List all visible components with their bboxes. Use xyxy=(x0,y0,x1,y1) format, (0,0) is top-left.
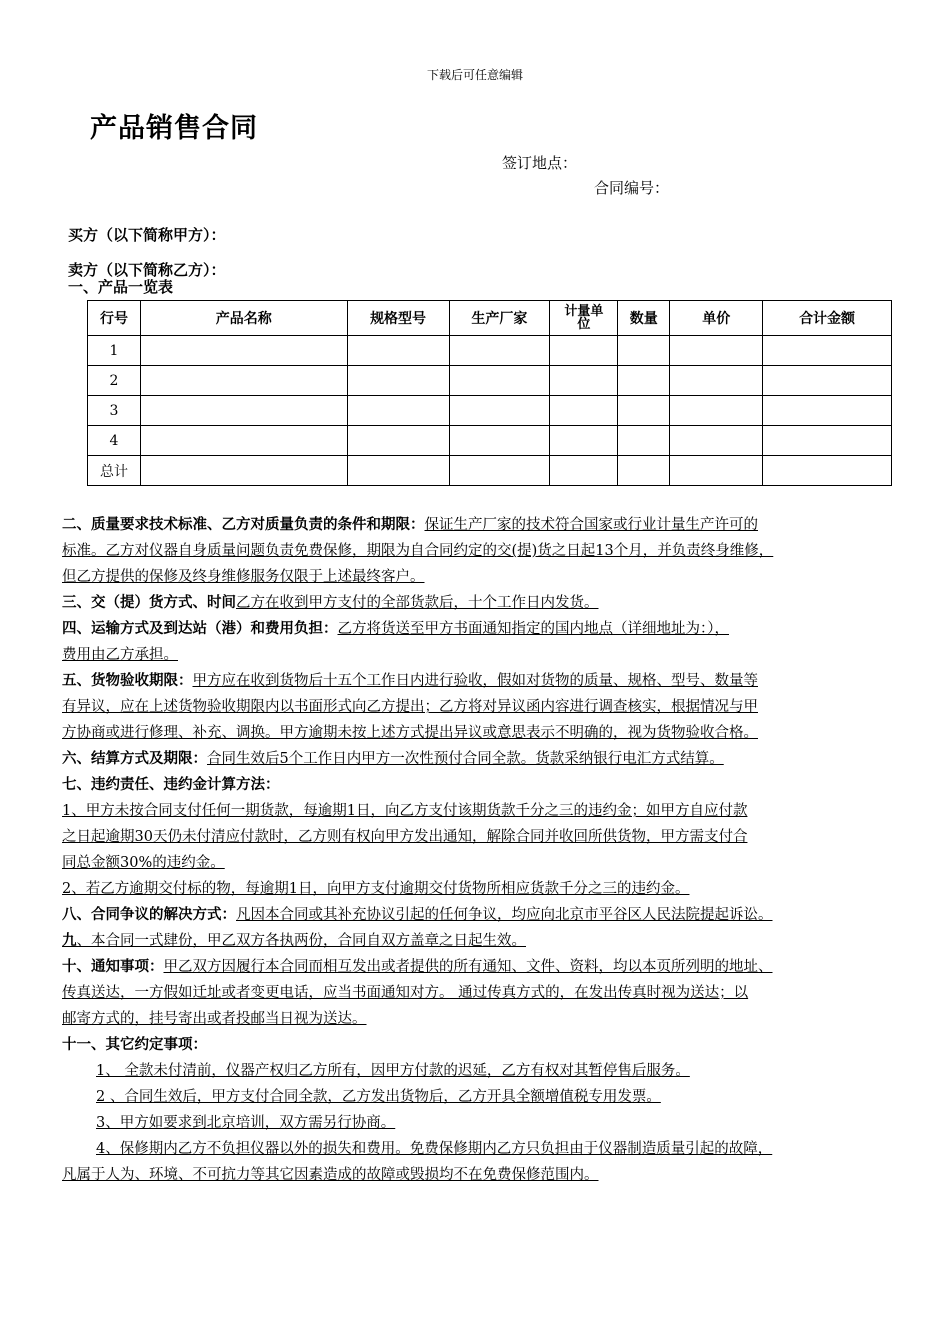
cell-unit-price[interactable] xyxy=(670,336,763,366)
col-header-product-name: 产品名称 xyxy=(140,301,347,336)
cell-product-name[interactable] xyxy=(140,456,347,486)
clause-10-text: 甲乙双方因履行本合同而相互发出或者提供的所有通知、文件、资料，均以本页所列明的地址、 xyxy=(163,959,773,975)
cell-unit-price[interactable] xyxy=(670,396,763,426)
clause-8-heading: 八、合同争议的解决方式： xyxy=(62,907,236,923)
table-header-row xyxy=(88,301,892,336)
clause-4-text: 乙方将货送至甲方书面通知指定的国内地点（详细地址为：）， xyxy=(337,621,729,637)
clause-6-heading: 六、结算方式及期限： xyxy=(62,751,207,767)
clause-7-1-text: 之日起逾期30天仍未付清应付款时，乙方则有权向甲方发出通知，解除合同并收回所供货物，甲方需支付合 xyxy=(62,829,748,845)
clause-8-line xyxy=(62,902,894,928)
cell-total[interactable] xyxy=(763,396,892,426)
cell-unit-price[interactable] xyxy=(670,426,763,456)
row-number: 4 xyxy=(88,426,141,456)
col-header-unit-text: 计量单位 xyxy=(564,304,604,332)
clause-3-heading: 三、交（提）货方式、时间 xyxy=(62,595,236,611)
cell-unit[interactable] xyxy=(550,366,618,396)
cell-total[interactable] xyxy=(763,336,892,366)
section-product-list-title: 一、产品一览表 xyxy=(68,278,174,296)
col-header-quantity: 数量 xyxy=(618,301,670,336)
clause-8-text: 凡因本合同或其补充协议引起的任何争议，均应向北京市平谷区人民法院提起诉讼。 xyxy=(236,907,773,923)
clause-10-text: 邮寄方式的，挂号寄出或者投邮当日视为送达。 xyxy=(62,1011,367,1027)
cell-manufacturer[interactable] xyxy=(449,456,550,486)
clause-4-text: 费用由乙方承担。 xyxy=(62,647,178,663)
clause-5-text: 有异议，应在上述货物验收期限内以书面形式向乙方提出；乙方将对异议函内容进行调查核实，根据情况与甲 xyxy=(62,699,758,715)
header-note: 下载后可任意编辑 xyxy=(426,68,523,82)
cell-quantity[interactable] xyxy=(618,336,670,366)
clause-5-heading: 五、货物验收期限： xyxy=(62,673,193,689)
clause-2-text: 标准。乙方对仪器自身质量问题负责免费保修，期限为自合同约定的交(提)货之日起13个月，并负责终身维修， xyxy=(62,543,774,559)
clause-7-1-text: 1、甲方未按合同支付任何一期货款，每逾期1日，向乙方支付该期货款千分之三的违约金；如甲方自应付款 xyxy=(62,803,748,819)
col-header-row-no: 行号 xyxy=(88,301,141,336)
contract-clauses xyxy=(62,512,894,1188)
clause-7-heading: 七、违约责任、违约金计算方法： xyxy=(62,777,280,793)
col-header-total-amount: 合计金额 xyxy=(763,301,892,336)
clause-2-text: 但乙方提供的保修及终身维修服务仅限于上述最终客户。 xyxy=(62,569,425,585)
cell-total[interactable] xyxy=(763,426,892,456)
clause-7-1-text: 同总金额30%的违约金。 xyxy=(62,855,225,871)
cell-unit[interactable] xyxy=(550,426,618,456)
cell-unit[interactable] xyxy=(550,456,618,486)
cell-spec[interactable] xyxy=(347,456,449,486)
cell-manufacturer[interactable] xyxy=(449,336,550,366)
clause-11-2-text: 2 、合同生效后，甲方支付合同全款，乙方发出货物后，乙方开具全额增值税专用发票。 xyxy=(96,1089,661,1105)
clause-11-3-text: 3、甲方如要求到北京培训，双方需另行协商。 xyxy=(96,1115,396,1131)
clause-5-line xyxy=(62,668,894,694)
col-header-spec-model: 规格型号 xyxy=(347,301,449,336)
col-header-unit xyxy=(550,301,618,336)
clause-3-line xyxy=(62,590,894,616)
clause-2-text: 保证生产厂家的技术符合国家或行业计量生产许可的 xyxy=(424,517,758,533)
row-number: 1 xyxy=(88,336,141,366)
cell-spec[interactable] xyxy=(347,366,449,396)
clause-5-text: 甲方应在收到货物后十五个工作日内进行验收，假如对货物的质量、规格、型号、数量等 xyxy=(192,673,758,689)
cell-product-name[interactable] xyxy=(140,396,347,426)
clause-11-4-text: 4、保修期内乙方不负担仪器以外的损失和费用。免费保修期内乙方只负担由于仪器制造质量引起的故障， xyxy=(96,1141,773,1157)
table-row xyxy=(88,426,892,456)
cell-spec[interactable] xyxy=(347,396,449,426)
cell-manufacturer[interactable] xyxy=(449,396,550,426)
cell-total[interactable] xyxy=(763,366,892,396)
cell-unit-price[interactable] xyxy=(670,366,763,396)
clause-10-text: 传真送达，一方假如迁址或者变更电话，应当书面通知对方。 通过传真方式的，在发出传真时视为送达；以 xyxy=(62,985,749,1001)
cell-quantity[interactable] xyxy=(618,426,670,456)
seller-label: 卖方（以下简称乙方）： xyxy=(68,261,226,279)
row-number: 3 xyxy=(88,396,141,426)
cell-manufacturer[interactable] xyxy=(449,426,550,456)
table-row xyxy=(88,396,892,426)
clause-5-text: 方协商或进行修理、补充、调换。甲方逾期未按上述方式提出异议或意思表示不明确的，视为货物验收合格。 xyxy=(62,725,758,741)
col-header-unit-price: 单价 xyxy=(670,301,763,336)
clause-2-heading: 二、质量要求技术标准、乙方对质量负责的条件和期限： xyxy=(62,517,425,533)
clause-9-text: 、本合同一式肆份，甲乙双方各执两份，合同自双方盖章之日起生效。 xyxy=(76,933,526,949)
cell-product-name[interactable] xyxy=(140,336,347,366)
clause-10-heading: 十、通知事项： xyxy=(62,959,164,975)
cell-manufacturer[interactable] xyxy=(449,366,550,396)
cell-unit-price[interactable] xyxy=(670,456,763,486)
product-table xyxy=(87,300,892,486)
clause-3-text: 乙方在收到甲方支付的全部货款后，十个工作日内发货。 xyxy=(236,595,599,611)
clause-4-line xyxy=(62,616,894,642)
cell-quantity[interactable] xyxy=(618,366,670,396)
page-title: 产品销售合同 xyxy=(90,113,258,144)
clause-11-1-text: 1、 全款未付清前，仪器产权归乙方所有，因甲方付款的迟延，乙方有权对其暂停售后服务。 xyxy=(96,1063,690,1079)
clause-6-line xyxy=(62,746,894,772)
cell-quantity[interactable] xyxy=(618,396,670,426)
clause-9-heading: 九 xyxy=(62,933,77,949)
table-total-row xyxy=(88,456,892,486)
clause-6-text: 合同生效后5个工作日内甲方一次性预付合同全款。货款采纳银行电汇方式结算。 xyxy=(207,751,724,767)
clause-9-line xyxy=(62,928,894,954)
cell-quantity[interactable] xyxy=(618,456,670,486)
clause-2-line xyxy=(62,512,894,538)
cell-unit[interactable] xyxy=(550,396,618,426)
table-row xyxy=(88,366,892,396)
cell-product-name[interactable] xyxy=(140,366,347,396)
clause-11-heading: 十一、其它约定事项： xyxy=(62,1037,207,1053)
buyer-label: 买方（以下简称甲方）： xyxy=(68,226,226,244)
cell-product-name[interactable] xyxy=(140,426,347,456)
cell-unit[interactable] xyxy=(550,336,618,366)
col-header-manufacturer: 生产厂家 xyxy=(449,301,550,336)
clause-7-2-text: 2、若乙方逾期交付标的物，每逾期1日，向甲方支付逾期交付货物所相应货款千分之三的违约金。 xyxy=(62,881,690,897)
clause-4-heading: 四、运输方式及到达站（港）和费用负担： xyxy=(62,621,338,637)
sign-place-label: 签订地点： xyxy=(502,154,578,172)
contract-number-label: 合同编号： xyxy=(594,179,670,197)
cell-spec[interactable] xyxy=(347,336,449,366)
cell-total[interactable] xyxy=(763,456,892,486)
total-label: 总计 xyxy=(88,456,141,486)
table-row xyxy=(88,336,892,366)
row-number: 2 xyxy=(88,366,141,396)
cell-spec[interactable] xyxy=(347,426,449,456)
clause-10-line xyxy=(62,954,894,980)
clause-11-4-text: 凡属于人为、环境、不可抗力等其它因素造成的故障或毁损均不在免费保修范围内。 xyxy=(62,1167,599,1183)
